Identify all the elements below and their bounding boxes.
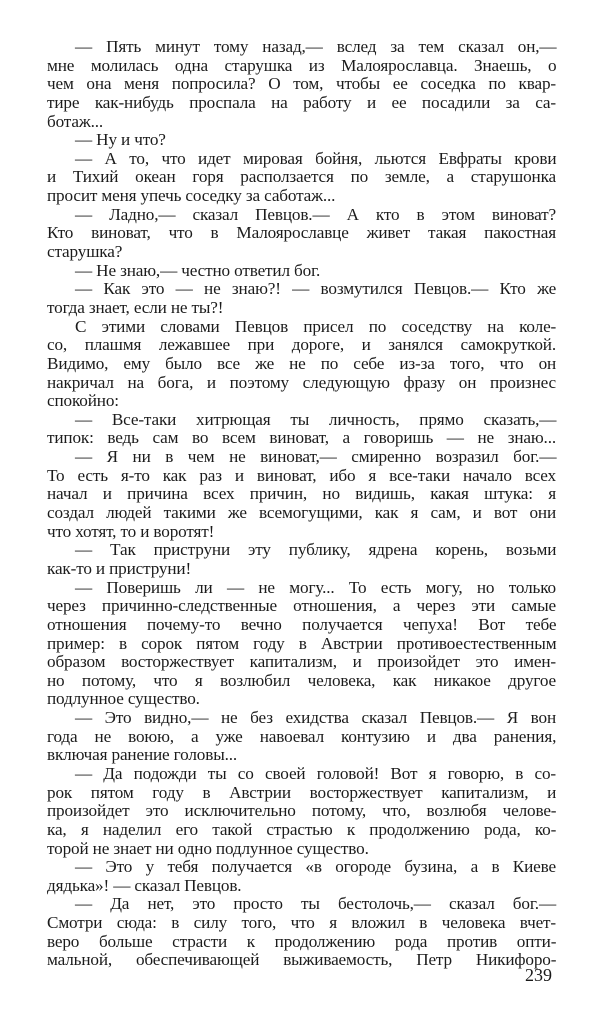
text-line: но потому, что я возлюбил человека, как никакое другое xyxy=(47,670,556,690)
text-line: начал и причина всех причин, но видишь, какая штука: я xyxy=(47,484,557,504)
text-line: — Ладно,— сказал Певцов.— А кто в этом виноват? xyxy=(75,204,556,224)
text-line: подлунное существо. xyxy=(47,689,200,709)
text-line: — Не знаю,— честно ответил бог. xyxy=(75,260,321,280)
text-line: — Да подожди ты со своей головой! Вот я говорю, в со- xyxy=(75,763,556,783)
text-line: рок пятом году в Австрии восторжествует капитализм, и xyxy=(47,782,557,802)
text-line: пример: в сорок пятом году в Австрии противоестественным xyxy=(47,633,557,653)
text-line: Кто виноват, что в Малоярославце живет такая пакостная xyxy=(47,223,556,243)
text-line: как-то и приструни! xyxy=(47,558,192,578)
text-line: — А то, что идет мировая бойня, льются Евфраты крови xyxy=(75,148,557,168)
text-line: тогда знает, если не ты?! xyxy=(47,297,224,317)
text-line: ка, я наделил его такой страстью к продолжению рода, ко- xyxy=(47,819,557,839)
text-line: дядька»! — сказал Певцов. xyxy=(47,875,242,895)
text-line: старушка? xyxy=(47,242,123,262)
text-line: произойдет это исключительно потому, что, возлюбя челове- xyxy=(47,801,557,821)
book-page-text xyxy=(47,38,556,970)
text-line: — Ну и что? xyxy=(75,130,166,150)
text-line: — Так приструни эту публику, ядрена корень, возьми xyxy=(75,540,557,560)
text-line: создал людей такими же всемогущими, как я сам, и вот они xyxy=(47,503,556,523)
text-line: что хотят, то и воротят! xyxy=(47,521,215,541)
text-line: веро больше страсти к продолжению рода против опти- xyxy=(47,931,557,951)
text-line: и Тихий океан горя расползается по земле, а старушонка xyxy=(47,167,556,187)
text-line: спокойно: xyxy=(47,391,119,411)
text-line: включая ранение головы... xyxy=(47,745,238,765)
text-line: чем она меня попросила? О том, чтобы ее соседка по квар- xyxy=(47,74,556,94)
text-line: через причинно-следственные отношения, а через эти самые xyxy=(47,596,556,616)
text-line: — Это видно,— не без ехидства сказал Певцов.— Я вон xyxy=(75,708,556,728)
text-line: — Да нет, это просто ты бестолочь,— сказал бог.— xyxy=(75,894,556,914)
text-line: — Я ни в чем не виноват,— смиренно возразил бог.— xyxy=(75,447,557,467)
text-line: Смотри сюда: в силу того, что я вложил в человека вчет- xyxy=(47,913,556,933)
text-line: просит меня упечь соседку за саботаж... xyxy=(47,186,336,206)
text-line: со, плашмя лежавшее при дороге, и занялся самокруткой. xyxy=(47,335,556,355)
text-line: То есть я-то как раз и виноват, ибо я все-таки начало всех xyxy=(47,465,557,485)
text-line: мне молилась одна старушка из Малоярославца. Знаешь, о xyxy=(47,55,557,75)
text-line: образом восторжествует капитализм, и произойдет это имен- xyxy=(47,652,556,672)
text-line: года не воюю, а уже навоевал контузию и два ранения, xyxy=(47,726,557,746)
page-number: 239 xyxy=(525,965,552,985)
text-line: накричал на бога, и поэтому следующую фразу он произнес xyxy=(47,372,556,392)
text-line: типок: ведь сам во всем виноват, а говоришь — не знаю... xyxy=(47,428,556,448)
text-line: тире как-нибудь проспала на работу и ее посадили за са- xyxy=(47,92,556,112)
text-line: отношения почему-то вечно получается чепуха! Вот тебе xyxy=(47,614,557,634)
text-line: ботаж... xyxy=(47,111,104,131)
text-line: — Это у тебя получается «в огороде бузина, а в Киеве xyxy=(75,857,556,877)
text-line: — Все-таки хитрющая ты личность, прямо сказать,— xyxy=(75,409,557,429)
text-line: — Как это — не знаю?! — возмутился Певцов.— Кто же xyxy=(75,279,557,299)
text-line: С этими словами Певцов присел по соседству на коле- xyxy=(75,316,557,336)
text-line: — Поверишь ли — не могу... То есть могу, но только xyxy=(75,577,556,597)
text-line: — Пять минут тому назад,— вслед за тем сказал он,— xyxy=(75,37,557,56)
text-line: торой не знает ни одно подлунное существо. xyxy=(47,838,369,858)
text-line: мальной, обеспечивающей выживаемость, Петр Никифоро- xyxy=(47,950,557,970)
text-line: Видимо, ему было все же не по себе из-за того, что он xyxy=(47,353,557,373)
